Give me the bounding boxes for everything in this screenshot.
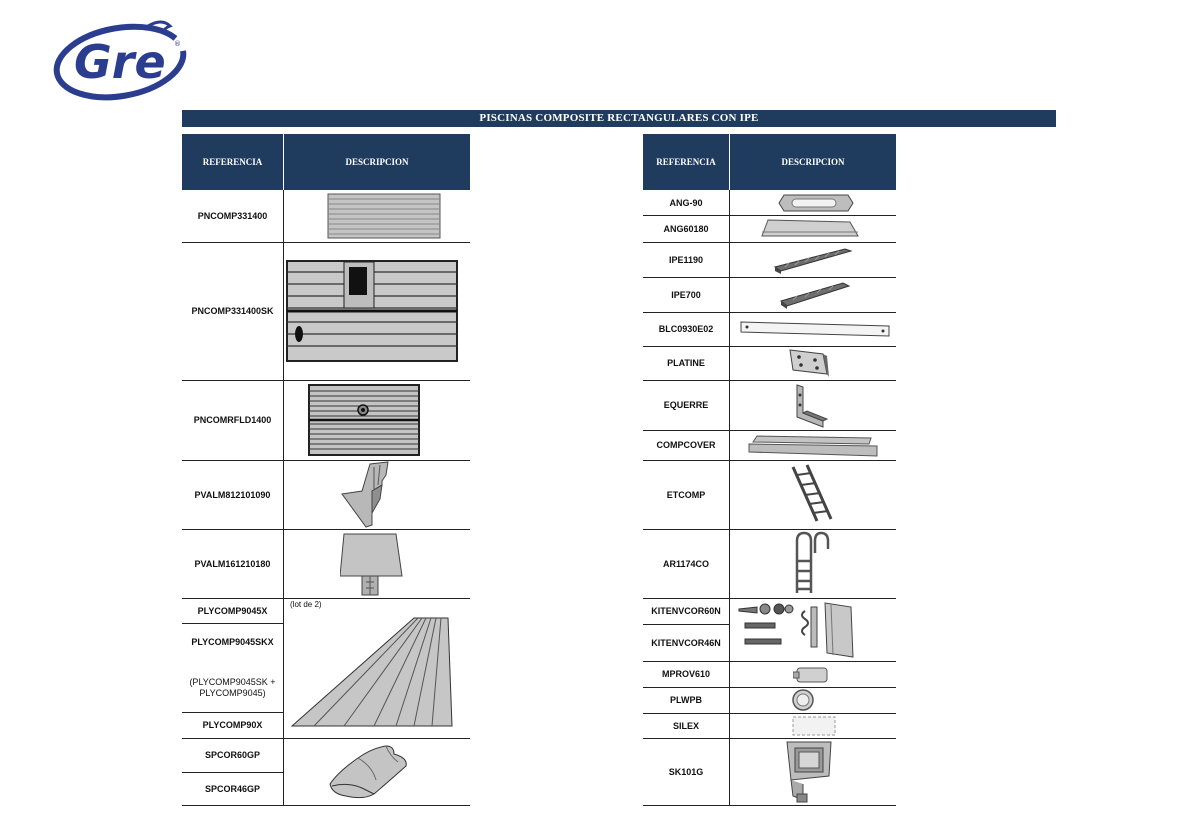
left-col-desc-header: DESCRIPCION: [284, 134, 470, 190]
ref-pncomp331400: PNCOMP331400: [197, 211, 268, 221]
ref-spcor60gp: SPCOR60GP: [204, 750, 261, 760]
ref-kitenvcor46n: KITENVCOR46N: [651, 637, 721, 648]
support-profile-icon: [340, 532, 404, 596]
ref-blc0930e02: BLC0930E02: [658, 324, 714, 334]
skimmer-icon: [783, 740, 835, 804]
ref-ang60180: ANG60180: [663, 223, 709, 234]
ref-plycomp9045x: PLYCOMP9045X: [197, 605, 268, 616]
hardware-kit-icon: [735, 601, 861, 659]
ref-platine: PLATINE: [667, 358, 705, 368]
rolled-cover-icon: [328, 744, 410, 800]
ref-pvalm161210180: PVALM161210180: [194, 558, 271, 569]
wall-panel-icon: [327, 193, 441, 239]
angle-strip-icon: [760, 218, 860, 240]
left-col-ref-header: REFERENCIA: [182, 134, 283, 190]
ref-ipe1190: IPE1190: [668, 254, 704, 265]
ipe-beam-icon: [773, 245, 853, 275]
pool-ladder-icon: [789, 531, 831, 595]
right-col-ref-header: REFERENCIA: [643, 134, 729, 190]
liner-sheet-icon: [288, 614, 454, 730]
ref-compcover: COMPCOVER: [656, 440, 716, 450]
section-banner: PISCINAS COMPOSITE RECTANGULARES CON IPE: [182, 110, 1056, 127]
flat-bar-icon: [739, 320, 891, 338]
wall-plate-icon: [789, 689, 817, 711]
wall-panel-skimmer-icon: [286, 260, 458, 362]
ref-equerre: EQUERRE: [663, 400, 709, 410]
projector-icon: [793, 664, 833, 685]
ref-pncomp331400sk: PNCOMP331400SK: [191, 306, 274, 316]
plate-icon: [787, 348, 831, 379]
right-parts-table: [643, 134, 896, 806]
right-col-desc-header: DESCRIPCION: [730, 134, 896, 190]
ref-ar1174co: AR1174CO: [662, 558, 710, 569]
ref-pvalm812101090: PVALM812101090: [194, 489, 271, 500]
left-parts-table: [182, 134, 470, 806]
ref-sk101g: SK101G: [668, 766, 704, 777]
ref-kitenvcor60n: KITENVCOR60N: [651, 606, 721, 616]
angle-icon: [778, 193, 854, 213]
ipe-beam-icon: [779, 279, 851, 310]
ref-plycomp9045skx: PLYCOMP9045SKX: [191, 637, 274, 647]
ref-plwpb: PLWPB: [669, 695, 702, 705]
ladder-icon: [787, 463, 835, 525]
logo-text: Gre: [74, 35, 166, 89]
cover-strip-icon: [747, 432, 879, 458]
bracket-icon: [789, 383, 829, 428]
ref-ang-90: ANG-90: [669, 197, 703, 208]
ref-etcomp: ETCOMP: [666, 489, 706, 500]
ref-pncomrfld1400: PNCOMRFLD1400: [193, 415, 272, 425]
gre-logo: [52, 10, 192, 102]
corner-profile-icon: [340, 461, 396, 528]
ref-silex: SILEX: [672, 720, 699, 731]
lot-note: (lot de 2): [290, 600, 322, 609]
filter-media-icon: [789, 715, 839, 737]
ref-plycomp90x: PLYCOMP90X: [202, 720, 263, 730]
ref-spcor46gp: SPCOR46GP: [204, 783, 261, 794]
ref-ipe700: IPE700: [671, 289, 701, 300]
svg-text:®: ®: [174, 40, 181, 48]
ref-mprov610: MPROV610: [661, 669, 711, 679]
ref-plycomp-combo-note: (PLYCOMP9045SK + PLYCOMP9045): [189, 677, 276, 698]
wall-panel-return-icon: [308, 384, 420, 456]
